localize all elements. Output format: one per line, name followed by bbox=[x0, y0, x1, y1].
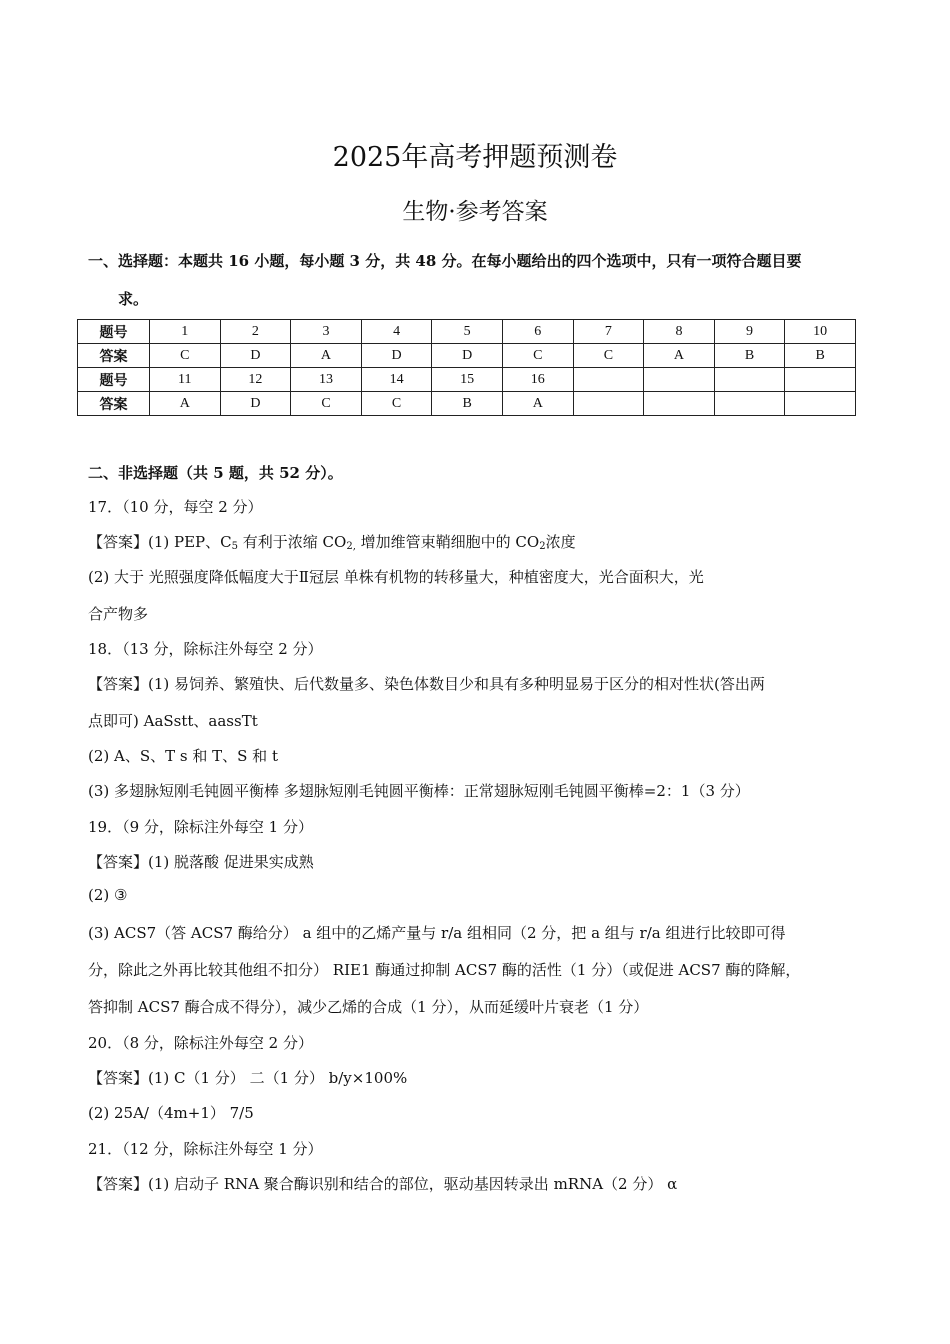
table-row bbox=[78, 320, 856, 344]
subscript: 5 bbox=[231, 541, 239, 552]
table-cell: D bbox=[220, 344, 291, 368]
q19-answer-2: (2) ③ bbox=[88, 886, 128, 904]
table-cell: C bbox=[502, 344, 573, 368]
table-cell: 6 bbox=[502, 320, 573, 344]
table-cell: D bbox=[220, 392, 291, 416]
table-cell: 5 bbox=[432, 320, 503, 344]
table-cell: D bbox=[432, 344, 503, 368]
q19-heading: 19．（9 分，除标注外每空 1 分） bbox=[88, 818, 313, 836]
q17-heading: 17．（10 分，每空 2 分） bbox=[88, 498, 263, 516]
table-cell: 9 bbox=[714, 320, 785, 344]
table-row bbox=[78, 344, 856, 368]
table-cell: 12 bbox=[220, 368, 291, 392]
subscript: 2 bbox=[539, 541, 546, 552]
q17-answer-2: (2) 大于 光照强度降低幅度大于Ⅱ冠层 单株有机物的转移量大，种植密度大，光合面积大，光 bbox=[88, 568, 704, 586]
text-segment: 增加维管束鞘细胞中的 CO bbox=[355, 533, 540, 551]
q18-answer-1-cont: 点即可) AaSstt、aassTt bbox=[88, 712, 258, 730]
page-title: 2025年高考押题预测卷 bbox=[332, 142, 618, 173]
text-segment: 【答案】(1) PEP、C bbox=[88, 533, 232, 551]
text-segment: 浓度 bbox=[545, 533, 576, 551]
table-cell bbox=[573, 368, 644, 392]
q20-heading: 20．（8 分，除标注外每空 2 分） bbox=[88, 1034, 313, 1052]
table-cell bbox=[714, 368, 785, 392]
table-cell bbox=[573, 392, 644, 416]
table-cell: 10 bbox=[785, 320, 856, 344]
table-cell: 16 bbox=[502, 368, 573, 392]
table-row bbox=[78, 368, 856, 392]
text-segment: 有利于浓缩 CO bbox=[238, 533, 347, 551]
table-cell: D bbox=[361, 344, 432, 368]
table-cell bbox=[714, 392, 785, 416]
page-subtitle: 生物·参考答案 bbox=[402, 199, 548, 225]
table-cell: C bbox=[150, 344, 221, 368]
table-cell bbox=[785, 368, 856, 392]
table-cell: A bbox=[502, 392, 573, 416]
q18-answer-3: (3) 多翅脉短刚毛钝圆平衡棒 多翅脉短刚毛钝圆平衡棒：正常翅脉短刚毛钝圆平衡棒=2：1（3 分） bbox=[88, 782, 750, 800]
table-cell: B bbox=[785, 344, 856, 368]
q19-answer-3: (3) ACS7（答 ACS7 酶给分） a 组中的乙烯产量与 r/a 组相同（2 分，把 a 组与 r/a 组进行比较即可得 bbox=[88, 924, 786, 942]
q19-answer-3-cont: 分，除此之外再比较其他组不扣分） RIE1 酶通过抑制 ACS7 酶的活性（1 分）（或促进 ACS7 酶的降解， bbox=[88, 961, 801, 979]
q21-heading: 21．（12 分，除标注外每空 1 分） bbox=[88, 1140, 323, 1158]
table-cell: 11 bbox=[150, 368, 221, 392]
table-cell: 1 bbox=[150, 320, 221, 344]
table-cell: 14 bbox=[361, 368, 432, 392]
table-cell: A bbox=[644, 344, 715, 368]
table-cell: 15 bbox=[432, 368, 503, 392]
table-cell: 8 bbox=[644, 320, 715, 344]
table-cell: 7 bbox=[573, 320, 644, 344]
q20-answer-2: (2) 25A/（4m+1） 7/5 bbox=[88, 1104, 254, 1122]
table-row bbox=[78, 392, 856, 416]
table-cell: 13 bbox=[291, 368, 362, 392]
table-cell bbox=[644, 392, 715, 416]
answer-table bbox=[77, 319, 856, 416]
table-cell: B bbox=[714, 344, 785, 368]
table-cell bbox=[644, 368, 715, 392]
subscript: 2, bbox=[346, 541, 356, 552]
table-cell: 4 bbox=[361, 320, 432, 344]
q18-heading: 18．（13 分，除标注外每空 2 分） bbox=[88, 640, 323, 658]
section1-heading-cont: 求。 bbox=[118, 290, 149, 308]
table-cell: C bbox=[361, 392, 432, 416]
table-cell: C bbox=[573, 344, 644, 368]
q19-answer-1: 【答案】(1) 脱落酸 促进果实成熟 bbox=[88, 853, 314, 871]
q18-answer-2: (2) A、S、T s 和 T、S 和 t bbox=[88, 747, 278, 765]
table-label-number: 题号 bbox=[78, 368, 150, 392]
q18-answer-1: 【答案】(1) 易饲养、繁殖快、后代数量多、染色体数目少和具有多种明显易于区分的相对性状(答出两 bbox=[88, 675, 765, 693]
q17-answer-1 bbox=[88, 531, 576, 552]
table-cell: A bbox=[150, 392, 221, 416]
table-cell: B bbox=[432, 392, 503, 416]
table-cell: C bbox=[291, 392, 362, 416]
section1-heading: 一、选择题：本题共 16 小题，每小题 3 分，共 48 分。在每小题给出的四个选项中，只有一项符合题目要 bbox=[88, 252, 802, 270]
q19-answer-3-cont2: 答抑制 ACS7 酶合成不得分），减少乙烯的合成（1 分），从而延缓叶片衰老（1 分） bbox=[88, 998, 649, 1016]
section2-heading: 二、非选择题（共 5 题，共 52 分）。 bbox=[88, 464, 343, 482]
table-cell: 3 bbox=[291, 320, 362, 344]
table-cell: A bbox=[291, 344, 362, 368]
q17-answer-2-cont: 合产物多 bbox=[88, 605, 149, 623]
q21-answer-1: 【答案】(1) 启动子 RNA 聚合酶识别和结合的部位，驱动基因转录出 mRNA（2 分） α bbox=[88, 1175, 678, 1193]
table-label-answer: 答案 bbox=[78, 392, 150, 416]
table-cell bbox=[785, 392, 856, 416]
table-label-number: 题号 bbox=[78, 320, 150, 344]
table-cell: 2 bbox=[220, 320, 291, 344]
table-label-answer: 答案 bbox=[78, 344, 150, 368]
q20-answer-1: 【答案】(1) C（1 分） 二（1 分） b/y×100% bbox=[88, 1069, 408, 1087]
